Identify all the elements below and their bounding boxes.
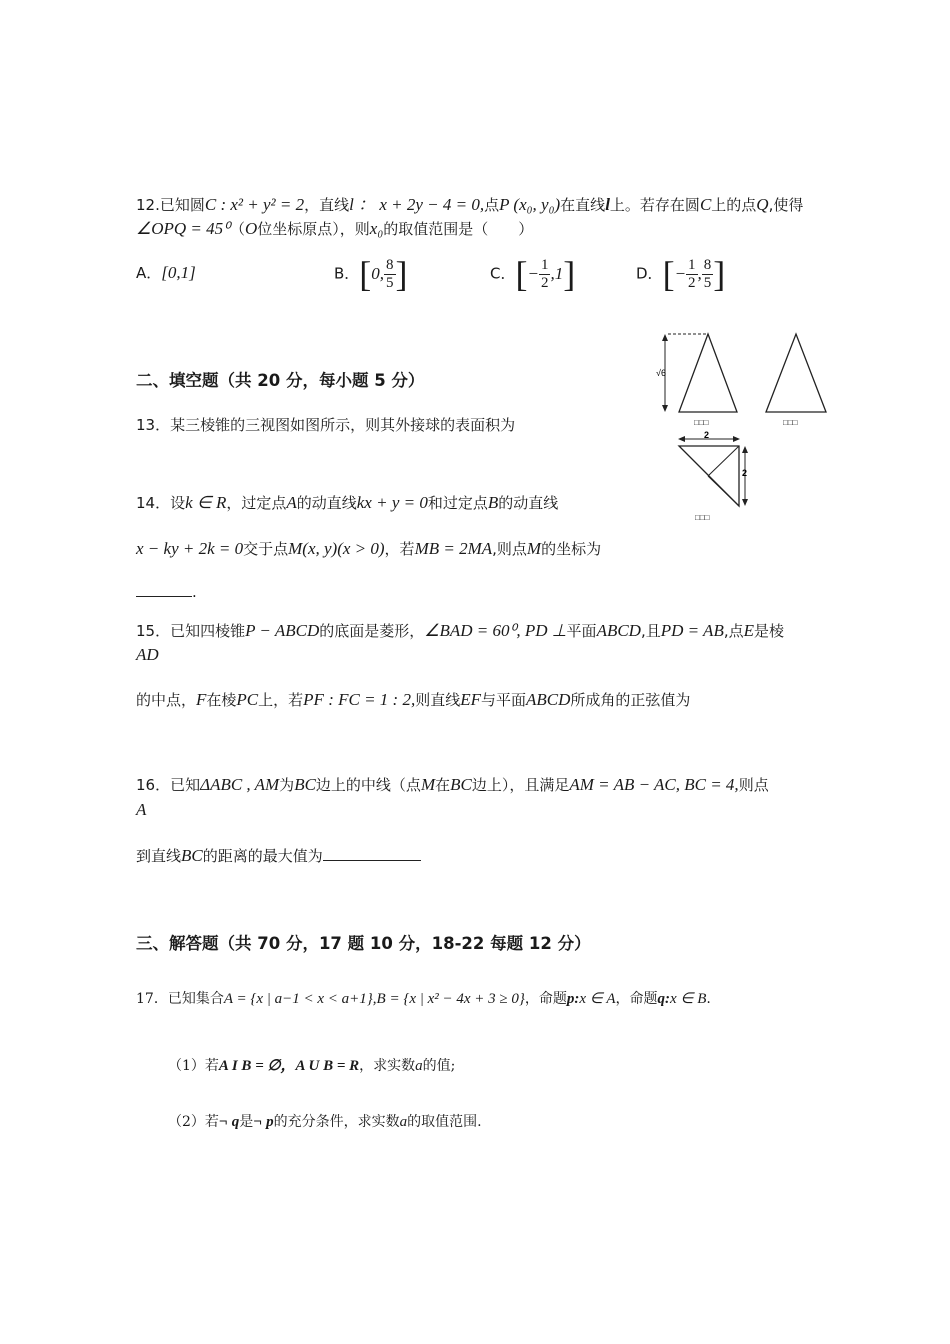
height-label: √6 [656,368,666,378]
q14-text: 和过定点 [427,494,488,512]
q12-option-a [136,262,196,283]
side-view-caption: □□□ [783,418,798,427]
q15-pyramid: P − ABCD [245,621,320,640]
q15-plane: ABCD [526,690,571,709]
q16-condition: AM = AB − AC, BC = 4, [569,775,739,794]
q16-line2 [136,800,146,820]
q15-text: 上，若 [258,691,304,709]
q15-var-e: E [743,621,755,640]
q16-text: 在 [435,776,451,794]
q17-line1 [136,988,711,1008]
q12-text: 在直线 [560,196,606,214]
fraction-denominator: 5 [703,274,712,291]
q17-var-p: p: [566,991,580,1007]
q12-text: 的取值范围是（ ） [383,220,534,238]
q14-text: 的坐标为 [541,540,602,558]
q15-text: 与平面 [481,691,527,709]
q15-text: 的中点， [136,691,197,709]
q15-line2 [136,645,159,665]
q17-text: ，命题 [615,991,658,1007]
q12-line-eq: l ： x + 2y − 4 = 0, [349,195,485,214]
q12-var-c: C [699,195,712,214]
q14-text: 交于点 [243,540,289,558]
option-label: D． [636,264,663,283]
q16-text: 则点 [738,776,769,794]
q17-not-p: ¬ p [253,1114,274,1130]
section2-heading: 二、填空题（共 20 分，每小题 5 分） [136,371,425,390]
q17-text: . [706,991,711,1007]
answer-blank [323,846,421,861]
q14-text: 14．设 [136,494,186,512]
q17-subquestion-1 [168,1054,455,1075]
side-view [766,334,826,427]
q17-text: 的充分条件，求实数 [273,1114,400,1130]
q14-text: 的动直线 [296,494,357,512]
q15-text: 的底面是菱形， [319,622,425,640]
fraction-denominator: 5 [386,274,394,291]
q17-text: 是 [239,1114,254,1130]
q14-var-a: A [286,493,297,512]
fraction-denominator: 2 [540,274,549,291]
q12-text: 位坐标原点），则 [257,220,370,238]
q16-triangle: ΔABC , AM [200,775,280,794]
q16-var-bc: BC [294,775,316,794]
fraction-numerator: 8 [386,256,394,273]
fraction-denominator: 2 [688,274,696,291]
q12-var-o: O [244,219,258,238]
q15-text: 是棱 [754,622,785,640]
fraction-numerator: 1 [540,256,549,273]
q15-text: 则直线 [415,691,461,709]
q17-var-q: q: [657,991,671,1007]
q12-text: ，直线 [304,196,350,214]
q17-text: （2）若 [168,1114,219,1130]
q14-period: . [192,583,197,601]
option-label: C． [490,264,516,283]
q12-text: ,使得 [768,196,804,214]
q16-text: 到直线 [136,847,182,865]
q15-var-pc: PC [236,690,259,709]
bracket-right: ] [713,254,726,294]
q14-line1 [136,492,558,513]
q15-text: ,点 [723,622,744,640]
bracket-left: [ [359,254,372,294]
q17-text: 17．已知集合 [136,991,224,1007]
q12-text: 上。若存在圆 [609,196,700,214]
q12-line2 [136,218,533,239]
q15-angle: ∠BAD = 60⁰, PD ⊥ [424,621,567,640]
q12-var-q: Q [756,195,769,214]
q15-text: 所成角的正弦值为 [570,691,691,709]
option-value: [0,1] [161,263,196,282]
q12-option-c [490,254,575,294]
q14-text: ，过定点 [226,494,287,512]
three-view-figure [650,328,840,528]
q14-var-m: M [526,539,542,558]
q15-var-ef: EF [460,690,482,709]
q14-point-m: M(x, y)(x > 0) [288,539,385,558]
q12-option-b [334,254,408,294]
option-label: A． [136,264,162,282]
q14-line2 [136,538,601,559]
q12-point-p: P (x₀, y₀) [499,195,561,214]
q16-text: 为 [279,776,295,794]
option-label: B． [334,264,360,283]
q15-plane: ABCD [596,621,641,640]
q17-text: （1）若 [168,1058,219,1074]
option-value: , [697,264,702,283]
q16-text: 边上），且满足 [471,776,570,794]
option-value: 0, [371,264,385,283]
q16-text: 的距离的最大值为 [202,847,323,865]
option-value: − [674,264,687,283]
fraction-numerator: 1 [688,256,696,273]
q17-set-b: B = {x | x² − 4x + 3 ≥ 0} [376,991,525,1007]
q17-text: 的取值范围. [407,1114,482,1130]
q12-text: 点 [484,196,500,214]
top-view [678,430,748,522]
q12-circle-eq: C : x² + y² = 2 [204,195,305,214]
answer-blank [136,582,192,597]
bracket-left: [ [662,254,675,294]
q17-set-a: A = {x | a−1 < x < a+1}, [223,991,377,1007]
fraction [686,257,698,292]
front-view-caption: □□□ [694,418,709,427]
bracket-right: ] [395,254,408,294]
q14-k-in-r: k ∈ R [185,493,227,512]
q14-text: ,则点 [492,540,527,558]
q14-var-b: B [487,493,499,512]
q12-text: （ [229,220,245,238]
q12-angle: ∠OPQ = 45⁰ [136,219,230,238]
q15-ratio: PF : FC = 1 : 2, [303,690,416,709]
q13-text: 13．某三棱锥的三视图如图所示，则其外接球的表面积为 [136,416,516,434]
q16-line3 [136,845,421,866]
depth-label: 2 [742,468,748,478]
q16-line1 [136,774,769,795]
q17-text: ，命题 [524,991,567,1007]
q17-subquestion-2 [168,1111,482,1131]
q15-line3 [136,689,690,710]
q14-text: 的动直线 [498,494,559,512]
q15-line1 [136,620,784,641]
q12-text: 上的点 [711,196,757,214]
section3-heading: 三、解答题（共 70 分，17 题 10 分，18-22 每题 12 分） [136,934,591,953]
q17-q-condition: x ∈ B [670,991,707,1007]
fraction-numerator: 8 [703,256,712,273]
top-view-caption: □□□ [695,513,710,522]
fraction [702,257,714,292]
bracket-left: [ [515,254,528,294]
q17-var-a: a [415,1058,423,1074]
q15-pd-ab: PD = AB [660,621,724,640]
q12-text: 12.已知圆 [136,196,205,214]
q16-text: 边上的中线（点 [315,776,421,794]
q15-text: ,且 [640,622,661,640]
q14-condition: MB = 2MA [414,539,493,558]
q16-var-a: A [136,800,147,819]
q14-line-eq2: x − ky + 2k = 0 [136,539,244,558]
q16-var-m: M [420,775,436,794]
q14-line-eq1: kx + y = 0 [356,493,428,512]
front-view [656,334,737,427]
q15-text: 15．已知四棱锥 [136,622,246,640]
q17-var-a: a [399,1114,408,1130]
q17-text: ，求实数 [359,1058,416,1074]
q16-text: 16．已知 [136,776,201,794]
q15-text: 在棱 [206,691,237,709]
q16-var-bc: BC [450,775,472,794]
q15-var-ad: AD [136,645,159,664]
q12-line1 [136,190,803,215]
q17-not-q: ¬ q [218,1114,240,1130]
width-label: 2 [704,430,710,440]
q14-text: ，若 [384,540,415,558]
q12-var-x0: x₀ [369,219,384,238]
q17-p-condition: x ∈ A [579,991,616,1007]
q14-answer-line [136,582,197,601]
q15-var-f: F [196,690,207,709]
fraction [384,257,396,292]
option-value: ,1 [550,264,564,283]
q12-option-d [636,254,725,294]
fraction [539,257,551,292]
q12-var-l: l [605,195,610,214]
q16-var-bc: BC [181,846,203,865]
q17-sub1-condition: A I B = ∅，A U B = R [218,1058,360,1074]
q17-text: 的值; [422,1058,456,1074]
bracket-right: ] [563,254,576,294]
option-value: − [527,264,539,283]
q15-text: 平面 [566,622,597,640]
